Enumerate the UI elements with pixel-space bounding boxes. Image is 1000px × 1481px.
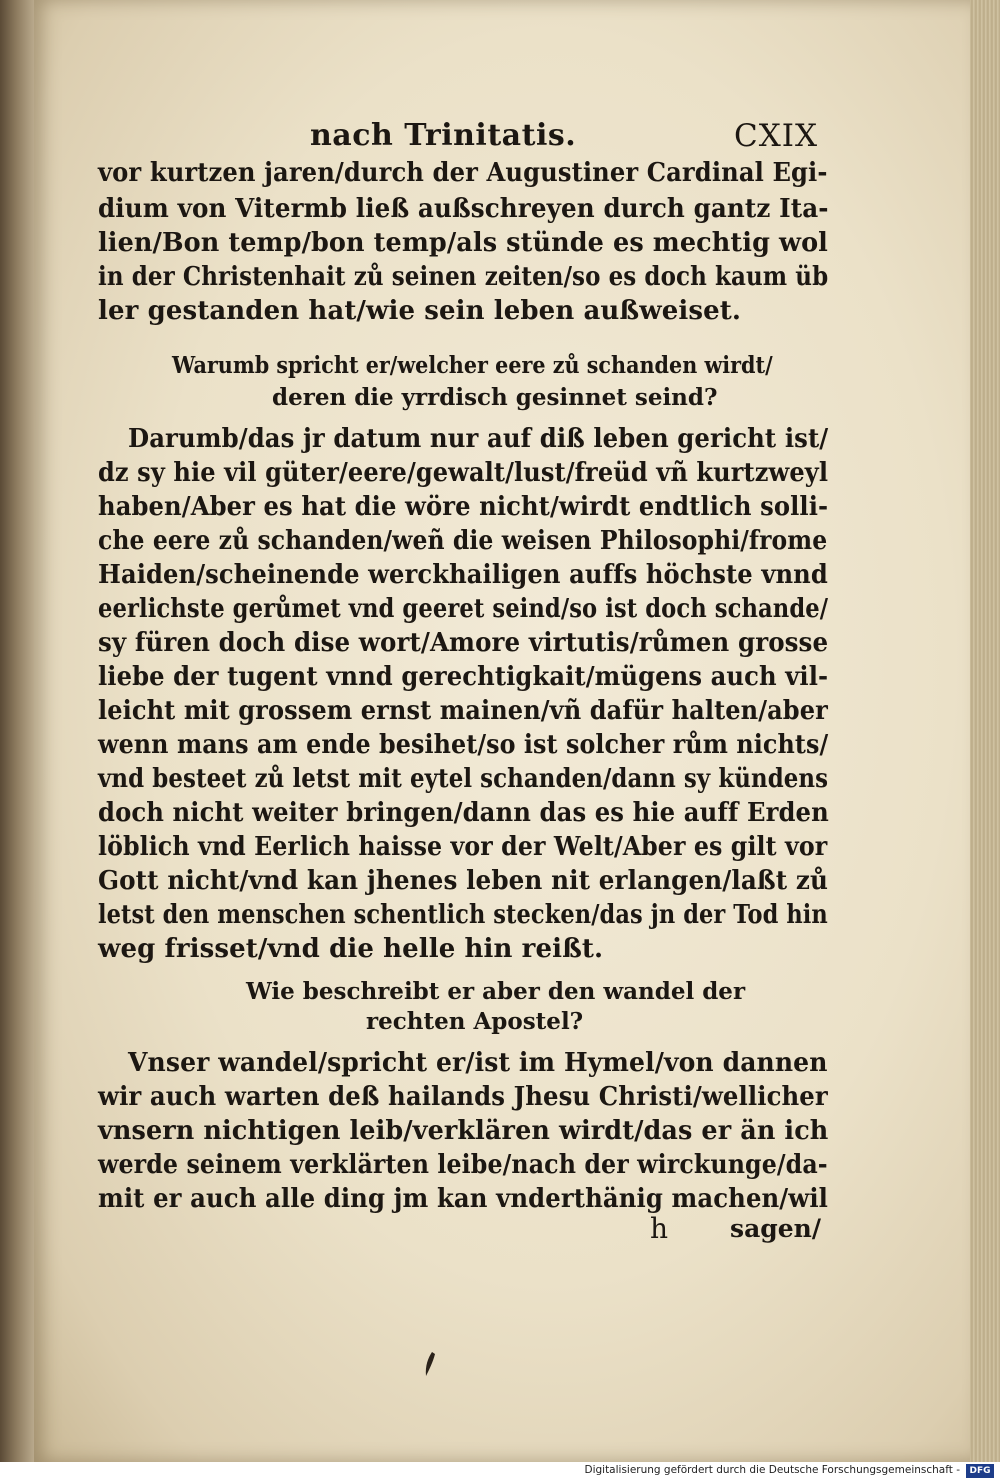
text-line: vor kurtzen jaren/durch der Augustiner Cardinal Egi- [98,158,828,188]
signature-mark: h [650,1212,669,1245]
text-line: dium von Vitermb ließ außschreyen durch gantz Ita- [98,194,829,224]
dfg-logo: DFG [966,1464,994,1478]
text-line: lien/Bon temp/bon temp/als stünde es mechtig wol [98,228,828,258]
text-line: weg frisset/vnd die helle hin reißt. [98,934,604,964]
footer-credit: Digitalisierung gefördert durch die Deutsche Forschungsgemeinschaft - [584,1464,960,1476]
text-line: letst den menschen schentlich stecken/das jn der Tod hin [98,900,828,930]
catchword: sagen/ [730,1214,821,1243]
text-line: löblich vnd Eerlich haisse vor der Welt/Aber es gilt vor [98,832,828,862]
folio-number: CXIX [734,118,819,154]
text-line: doch nicht weiter bringen/dann das es hie auff Erden [98,798,829,828]
text-line: liebe der tugent vnnd gerechtigkait/mügens auch vil- [98,662,829,692]
question-heading-line: Wie beschreibt er aber den wandel der [246,978,746,1005]
text-line: ler gestanden hat/wie sein leben außweiset. [98,296,742,326]
text-line: Haiden/scheinende werckhailigen auffs höchste vnnd [98,560,828,590]
text-line: mit er auch alle ding jm kan vnderthänig machen/wil [98,1184,829,1214]
text-line: che eere zů schanden/weñ die weisen Philosophi/frome [98,526,828,556]
question-heading-line: Warumb spricht er/welcher eere zů schanden wirdt/ [172,352,773,379]
text-line: Darumb/das jr datum nur auf diß leben gericht ist/ [128,424,829,454]
ink-blot-icon [422,1350,438,1378]
text-line: haben/Aber es hat die wöre nicht/wirdt endtlich solli- [98,492,829,522]
text-line: sy füren doch dise wort/Amore virtutis/růmen grosse [98,628,829,658]
question-heading-line: deren die yrrdisch gesinnet seind? [272,384,718,411]
running-head: nach Trinitatis. [310,118,577,153]
text-line: vnd besteet zů letst mit eytel schanden/dann sy kündens [98,764,829,794]
text-line: in der Christenhait zů seinen zeiten/so es doch kaum üb [98,262,829,292]
text-line: vnsern nichtigen leib/verklären wirdt/das er än ich [98,1116,829,1146]
text-line: wenn mans am ende besihet/so ist solcher rům nichts/ [98,730,829,760]
text-line: werde seinem verklärten leibe/nach der wirckunge/da- [98,1150,828,1180]
page-fore-edge [970,0,1000,1462]
footer-bar [0,1462,1000,1481]
text-line: Vnser wandel/spricht er/ist im Hymel/von dannen [128,1048,828,1078]
text-line: dz sy hie vil güter/eere/gewalt/lust/freüd vñ kurtzweyl [98,458,829,488]
text-line: wir auch warten deß hailands Jhesu Christi/wellicher [98,1082,828,1112]
text-line: eerlichste gerůmet vnd geeret seind/so ist doch schande/ [98,594,829,624]
text-line: Gott nicht/vnd kan jhenes leben nit erlangen/laßt zů [98,866,828,896]
question-heading-line: rechten Apostel? [366,1008,584,1035]
text-line: leicht mit grossem ernst mainen/vñ dafür halten/aber [98,696,828,726]
